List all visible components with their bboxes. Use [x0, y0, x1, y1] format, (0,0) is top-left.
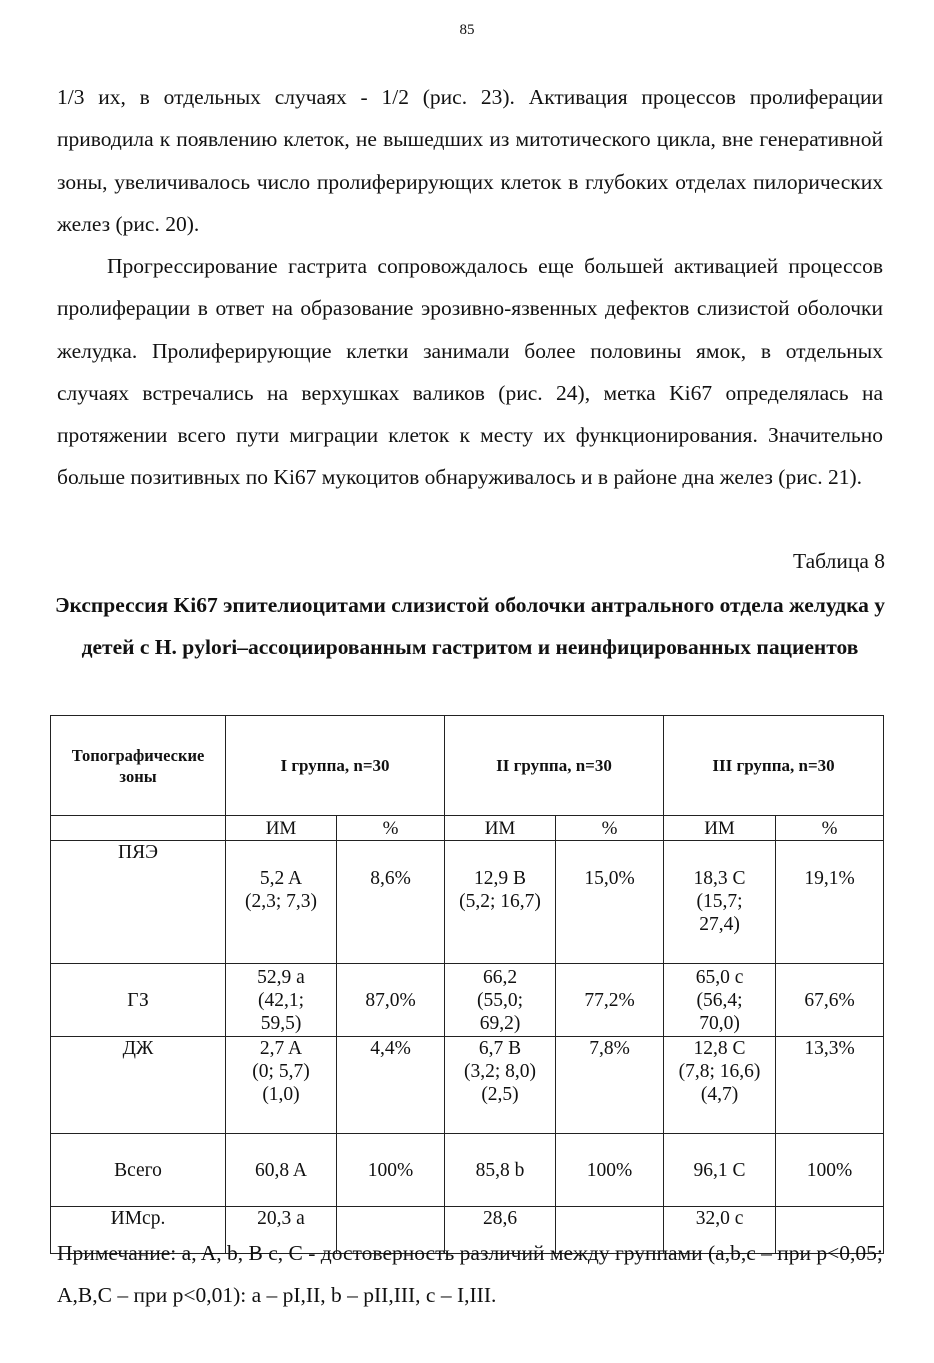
pct-header-cell: % [337, 816, 445, 841]
im-cell [445, 841, 556, 964]
cell-line: (4,7) [700, 1084, 739, 1105]
pct-cell: 19,1% [776, 841, 884, 964]
table-subheader-row [51, 816, 884, 841]
data-table [50, 715, 884, 1254]
cell-line: 27,4) [699, 914, 740, 935]
cell-line: (56,4; [696, 989, 743, 1011]
cell-line: 69,2) [479, 1012, 521, 1034]
im-cell [664, 964, 776, 1037]
zone-cell: ГЗ [51, 964, 226, 1037]
paragraph: 1/3 их, в отдельных случаях - 1/2 (рис. 23). Активация процессов пролиферации приводила к появлению клеток, не вышедших из митотического цикла, вне генеративной зоны, увеличивалось число пролиферирующих клеток в глубоких отделах пилорических желез (рис. 20). [57, 85, 883, 236]
paragraph: Прогрессирование гастрита сопровождалось еще большей активацией процессов пролиферации в ответ на образование эрозивно-язвенных дефектов слизистой оболочки желудка. Пролиферирующие клетки занимали более половины ямок, в отдельных случаях встречались на верхушках валиков (рис. 24), метка Ki67 определялась на протяжении всего пути миграции клеток к месту их функционирования. Значительно больше позитивных по Ki67 мукоцитов обнаруживалось и в районе дна желез (рис. 21). [57, 254, 883, 490]
cell-line: (55,0; [476, 989, 524, 1011]
im-header-cell: ИМ [445, 816, 556, 841]
im-header-cell: ИМ [664, 816, 776, 841]
cell-line: 18,3 C [693, 868, 746, 889]
table-label: Таблица 8 [793, 549, 885, 573]
cell-line: (7,8; 16,6) [678, 1061, 761, 1082]
pct-cell: 15,0% [556, 841, 664, 964]
zone-cell: ДЖ [51, 1037, 226, 1134]
cell-line: (42,1; [257, 989, 305, 1011]
cell-line: 2,7 A [259, 1038, 303, 1059]
cell-line: (2,3; 7,3) [244, 891, 318, 912]
cell-line: 70,0) [699, 1012, 740, 1034]
pct-cell: 67,6% [776, 964, 884, 1037]
pct-cell: 77,2% [556, 964, 664, 1037]
pct-cell: 13,3% [776, 1037, 884, 1134]
zone-cell: ИМср. [51, 1207, 226, 1254]
cell-line: (3,2; 8,0) [463, 1061, 537, 1082]
pct-header-cell: % [776, 816, 884, 841]
cell-line: 5,2 A [259, 868, 303, 889]
cell-line: 12,9 B [473, 868, 526, 889]
cell-line: 59,5) [260, 1012, 302, 1034]
pct-cell: 87,0% [337, 964, 445, 1037]
pct-header-cell: % [556, 816, 664, 841]
zone-cell: Всего [51, 1134, 226, 1207]
table-header-row [51, 716, 884, 816]
table-row [51, 964, 884, 1037]
pct-cell: 100% [337, 1134, 445, 1207]
zone-cell: ПЯЭ [51, 841, 226, 964]
group-header-cell: III группа, n=30 [664, 716, 884, 816]
cell-line: (0; 5,7) [252, 1061, 310, 1082]
table-note: Примечание: a, A, b, B c, C - достоверность различий между группами (a,b,c – при p<0,05; A,B,C – при p<0,01): a – pI,II, b – pII,III, c – I,III. [57, 1241, 883, 1307]
cell-line: (5,2; 16,7) [459, 891, 541, 912]
im-cell: 20,3 a [226, 1207, 337, 1254]
cell-line: 52,9 a [257, 966, 305, 988]
im-cell [445, 1037, 556, 1134]
zone-header-cell: Топографические зоны [51, 716, 226, 816]
pct-cell: 8,6% [337, 841, 445, 964]
table-title: Экспрессия Ki67 эпителиоцитами слизистой оболочки антрального отдела желудка у детей с H. pylori–ассоциированным гастритом и неинфицированных пациентов [54, 593, 886, 659]
cell-line: 66,2 [482, 966, 518, 988]
group-header-cell: II группа, n=30 [445, 716, 664, 816]
cell-line: (1,0) [262, 1084, 300, 1105]
im-cell [226, 1037, 337, 1134]
cell-line: (2,5) [481, 1084, 519, 1105]
im-cell [445, 964, 556, 1037]
table-row [51, 1037, 884, 1134]
group-header-cell: I группа, n=30 [226, 716, 445, 816]
page-number: 85 [459, 22, 475, 38]
im-cell: 85,8 b [445, 1134, 556, 1207]
im-cell [664, 1037, 776, 1134]
im-cell: 60,8 A [226, 1134, 337, 1207]
im-header-cell: ИМ [226, 816, 337, 841]
im-cell: 32,0 c [664, 1207, 776, 1254]
cell-line: 6,7 B [478, 1038, 522, 1059]
pct-cell: 100% [556, 1134, 664, 1207]
im-cell [226, 841, 337, 964]
im-cell: 28,6 [445, 1207, 556, 1254]
table-row [51, 1134, 884, 1207]
cell-line: 65,0 c [695, 966, 744, 988]
pct-cell: 7,8% [556, 1037, 664, 1134]
im-cell: 96,1 C [664, 1134, 776, 1207]
pct-cell: 100% [776, 1134, 884, 1207]
table-row [51, 841, 884, 964]
pct-cell: 4,4% [337, 1037, 445, 1134]
cell-line: (15,7; [696, 891, 743, 912]
cell-line: 12,8 C [693, 1038, 746, 1059]
im-cell [664, 841, 776, 964]
zone-subheader-cell [51, 816, 226, 841]
im-cell [226, 964, 337, 1037]
